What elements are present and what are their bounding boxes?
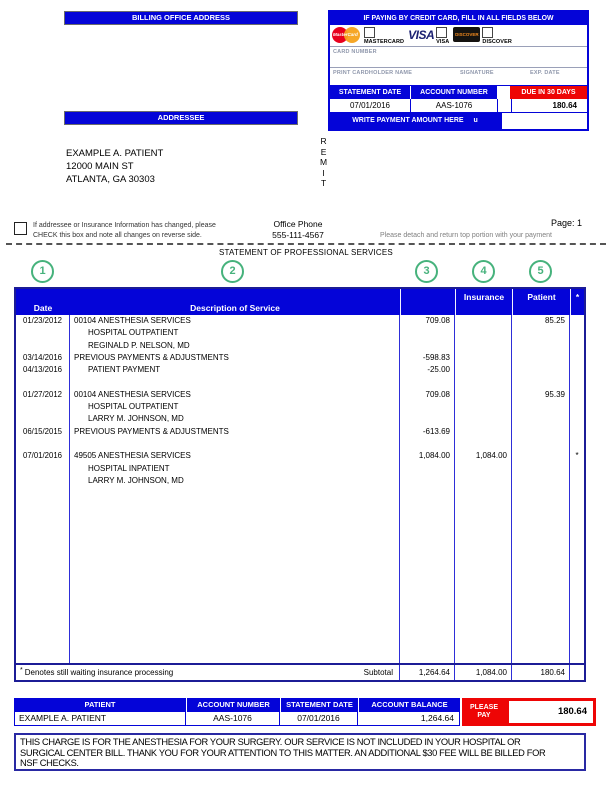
cell-patient <box>512 340 570 352</box>
cell-insurance <box>455 364 512 376</box>
footer-message-box <box>14 733 586 771</box>
subtotal-row <box>16 663 584 680</box>
office-phone-number: 555-111-4567 <box>272 230 324 240</box>
exp-date-label: EXP. DATE <box>530 70 560 76</box>
cell-star <box>570 315 584 327</box>
cell-desc: REGINALD P. NELSON, MD <box>70 340 400 352</box>
cell-star <box>570 463 584 475</box>
office-phone-block <box>258 219 338 241</box>
summary-header-statement-date: STATEMENT DATE <box>280 698 358 712</box>
header-gap <box>497 86 510 99</box>
cell-charges: 709.08 <box>400 315 455 327</box>
card-number-field[interactable] <box>330 46 587 67</box>
card-brand-row <box>330 25 587 46</box>
cell-patient <box>512 450 570 462</box>
subtotal-insurance: 1,084.00 <box>455 665 512 680</box>
cell-charges <box>400 438 455 450</box>
cell-charges <box>400 376 455 388</box>
credit-card-panel <box>328 10 589 131</box>
visa-brand <box>408 27 449 45</box>
cell-patient: 95.39 <box>512 389 570 401</box>
cell-insurance <box>455 463 512 475</box>
cell-charges <box>400 327 455 339</box>
amount-due-value: 180.64 <box>552 101 577 110</box>
statement-title: STATEMENT OF PROFESSIONAL SERVICES <box>219 248 393 257</box>
summary-header-patient: PATIENT <box>14 698 186 712</box>
service-row <box>16 352 584 364</box>
subtotal-star-cell <box>570 665 584 680</box>
cell-desc: 00104 ANESTHESIA SERVICES <box>70 315 400 327</box>
address-change-note: If addressee or Insurance Information has changed, please CHECK this box and note all changes on reverse side. <box>33 222 216 239</box>
write-payment-label: WRITE PAYMENT AMOUNT HERE u <box>330 113 500 129</box>
service-row <box>16 475 584 487</box>
discover-checkbox[interactable] <box>482 27 493 38</box>
cell-insurance <box>455 340 512 352</box>
cell-insurance <box>455 352 512 364</box>
value-gap <box>498 99 512 112</box>
payment-amount-input-box[interactable] <box>500 113 587 129</box>
cell-patient <box>512 426 570 438</box>
cell-desc: PREVIOUS PAYMENTS & ADJUSTMENTS <box>70 426 400 438</box>
detach-note: Please detach and return top portion with your payment <box>380 232 552 239</box>
billing-office-address-bar: BILLING OFFICE ADDRESS <box>64 11 298 25</box>
remit-letter: R <box>320 136 327 146</box>
cell-desc: LARRY M. JOHNSON, MD <box>70 475 400 487</box>
cell-date <box>16 475 70 487</box>
discover-brand <box>453 27 512 45</box>
cell-charges <box>400 413 455 425</box>
visa-label: VISA <box>436 38 450 45</box>
cell-charges: 709.08 <box>400 389 455 401</box>
statement-info-header <box>330 85 587 99</box>
subtotal-patient: 180.64 <box>512 665 570 680</box>
service-row <box>16 413 584 425</box>
summary-header-account-balance: ACCOUNT BALANCE <box>358 698 460 712</box>
statement-info-values <box>330 99 587 112</box>
cell-star <box>570 352 584 364</box>
subtotal-label: Subtotal <box>363 668 393 677</box>
cell-insurance <box>455 376 512 388</box>
service-row <box>16 315 584 327</box>
payment-arrow-glyph: u <box>473 117 478 124</box>
cell-star <box>570 364 584 376</box>
payment-amount-row <box>330 112 587 129</box>
cell-star: * <box>575 451 579 461</box>
summary-patient-value: EXAMPLE A. PATIENT <box>14 712 186 726</box>
service-row <box>16 438 584 450</box>
cell-date <box>16 376 70 388</box>
header-description: Description of Service <box>190 303 280 313</box>
service-row <box>16 426 584 438</box>
please-pay-cell: PLEASE PAY <box>460 698 506 726</box>
cell-desc <box>70 438 400 450</box>
cell-date: 06/15/2015 <box>16 426 70 438</box>
footer-line-2: SURGICAL CENTER BILL. THANK YOU FOR YOUR ATTENTION TO THIS MATTER. AN ADDITIONAL $30 FEE WILL BE BILLED FOR <box>20 747 546 758</box>
cardholder-field[interactable] <box>330 67 587 85</box>
card-number-label: CARD NUMBER <box>333 49 377 55</box>
cell-charges <box>400 401 455 413</box>
cell-date <box>16 438 70 450</box>
office-phone-label: Office Phone <box>273 219 323 229</box>
remit-letter: M <box>320 157 328 167</box>
cell-patient <box>512 401 570 413</box>
service-row <box>16 327 584 339</box>
cell-insurance <box>455 327 512 339</box>
due-in-30-days-header: DUE IN 30 DAYS <box>510 86 587 99</box>
cell-date <box>16 413 70 425</box>
cell-charges <box>400 340 455 352</box>
addressee-block <box>66 147 163 186</box>
account-number-value: AAS-1076 <box>411 99 498 112</box>
cell-charges <box>400 463 455 475</box>
service-row <box>16 340 584 352</box>
table-filler <box>16 487 584 663</box>
cell-star <box>570 376 584 388</box>
visa-checkbox[interactable] <box>436 27 447 38</box>
header-patient: Patient <box>512 289 570 315</box>
page-number: Page: 1 <box>550 218 582 228</box>
footer-line-1: THIS CHARGE IS FOR THE ANESTHESIA FOR YOUR SURGERY. OUR SERVICE IS NOT INCLUDED IN YOUR HOSPITAL OR <box>20 737 521 747</box>
header-star: * <box>570 289 584 315</box>
please-pay-amount-box[interactable]: 180.64 <box>506 698 596 726</box>
summary-statement-date-value: 07/01/2016 <box>280 712 358 726</box>
header-charges <box>400 289 455 315</box>
cell-desc: 49505 ANESTHESIA SERVICES <box>70 450 400 462</box>
cell-star <box>570 389 584 401</box>
addressee-city: ATLANTA, GA 30303 <box>66 174 155 185</box>
account-number-header: ACCOUNT NUMBER <box>411 86 497 99</box>
cell-patient <box>512 475 570 487</box>
cell-charges: -613.69 <box>400 426 455 438</box>
service-row <box>16 364 584 376</box>
cell-star <box>570 327 584 339</box>
remit-letter: I <box>322 167 325 178</box>
cell-star <box>570 438 584 450</box>
cell-charges <box>400 475 455 487</box>
remit-letter: T <box>320 178 327 188</box>
discover-label: DISCOVER <box>482 38 512 45</box>
service-row <box>16 450 584 462</box>
cell-desc <box>70 376 400 388</box>
cell-patient: 85.25 <box>512 315 570 327</box>
credit-card-header: IF PAYING BY CREDIT CARD, FILL IN ALL FIELDS BELOW <box>330 12 587 25</box>
cell-desc: LARRY M. JOHNSON, MD <box>70 413 400 425</box>
cell-date <box>16 401 70 413</box>
service-row <box>16 389 584 401</box>
cell-desc: 00104 ANESTHESIA SERVICES <box>70 389 400 401</box>
cell-insurance <box>455 438 512 450</box>
address-change-checkbox[interactable] <box>14 222 27 235</box>
subtotal-left-cell <box>16 665 400 680</box>
cell-star <box>570 426 584 438</box>
services-table <box>14 287 586 682</box>
cell-star <box>570 413 584 425</box>
column-marker-5: 5 <box>529 260 552 283</box>
column-marker-2: 2 <box>221 260 244 283</box>
visa-icon: VISA <box>408 27 435 42</box>
service-row <box>16 463 584 475</box>
addressee-name: EXAMPLE A. PATIENT <box>66 148 164 159</box>
cardholder-name-label: PRINT CARDHOLDER NAME <box>333 70 413 76</box>
cell-insurance <box>455 426 512 438</box>
remit-letter: E <box>320 146 327 157</box>
footer-line-3: NSF CHECKS. <box>20 758 79 768</box>
cell-insurance <box>455 475 512 487</box>
summary-header-account-number: ACCOUNT NUMBER <box>186 698 280 712</box>
service-rows <box>16 315 584 663</box>
cell-patient <box>512 327 570 339</box>
cell-date <box>16 327 70 339</box>
cell-patient <box>512 352 570 364</box>
header-date: Date <box>33 303 53 313</box>
summary-account-number-value: AAS-1076 <box>186 712 280 726</box>
cell-charges: -25.00 <box>400 364 455 376</box>
service-row <box>16 401 584 413</box>
subtotal-charges: 1,264.64 <box>400 665 455 680</box>
cell-charges: 1,084.00 <box>400 450 455 462</box>
column-marker-3: 3 <box>415 260 438 283</box>
cell-date: 03/14/2016 <box>16 352 70 364</box>
cell-desc: PATIENT PAYMENT <box>70 364 400 376</box>
cell-date: 01/27/2012 <box>16 389 70 401</box>
header-insurance: Insurance <box>455 289 512 315</box>
cell-insurance <box>455 413 512 425</box>
cell-charges: -598.83 <box>400 352 455 364</box>
cell-insurance <box>455 315 512 327</box>
mastercard-label: MASTERCARD <box>364 38 405 45</box>
insurance-note: * Denotes still waiting insurance processing <box>20 667 174 677</box>
mastercard-brand <box>332 27 404 45</box>
cell-date: 01/23/2012 <box>16 315 70 327</box>
cell-desc: HOSPITAL OUTPATIENT <box>70 327 400 339</box>
cell-date <box>16 463 70 475</box>
column-marker-4: 4 <box>472 260 495 283</box>
column-marker-1: 1 <box>31 260 54 283</box>
cell-patient <box>512 364 570 376</box>
addressee-bar: ADDRESSEE <box>64 111 298 125</box>
cell-desc: PREVIOUS PAYMENTS & ADJUSTMENTS <box>70 352 400 364</box>
addressee-street: 12000 MAIN ST <box>66 161 134 172</box>
cell-date <box>16 340 70 352</box>
cell-insurance: 1,084.00 <box>455 450 512 462</box>
detach-dashed-line <box>6 243 606 245</box>
cell-insurance <box>455 389 512 401</box>
signature-label: SIGNATURE <box>460 70 494 76</box>
discover-icon: DISCOVER <box>453 27 480 42</box>
cell-date: 04/13/2016 <box>16 364 70 376</box>
cell-date: 07/01/2016 <box>16 450 70 462</box>
cell-star <box>570 401 584 413</box>
service-row <box>16 376 584 388</box>
cell-insurance <box>455 401 512 413</box>
cell-desc: HOSPITAL OUTPATIENT <box>70 401 400 413</box>
cell-star <box>570 475 584 487</box>
cell-desc: HOSPITAL INPATIENT <box>70 463 400 475</box>
remit-vertical-label <box>320 136 327 189</box>
cell-patient <box>512 463 570 475</box>
cell-star <box>570 340 584 352</box>
mastercard-checkbox[interactable] <box>364 27 375 38</box>
mastercard-logo-text: MasterCard <box>333 31 358 37</box>
summary-account-balance-value: 1,264.64 <box>358 712 460 726</box>
summary-table <box>14 698 596 726</box>
statement-date-value: 07/01/2016 <box>330 99 411 112</box>
services-table-header <box>16 289 584 315</box>
statement-date-header: STATEMENT DATE <box>330 86 411 99</box>
cell-patient <box>512 376 570 388</box>
cell-patient <box>512 413 570 425</box>
mastercard-icon <box>332 27 362 43</box>
cell-patient <box>512 438 570 450</box>
